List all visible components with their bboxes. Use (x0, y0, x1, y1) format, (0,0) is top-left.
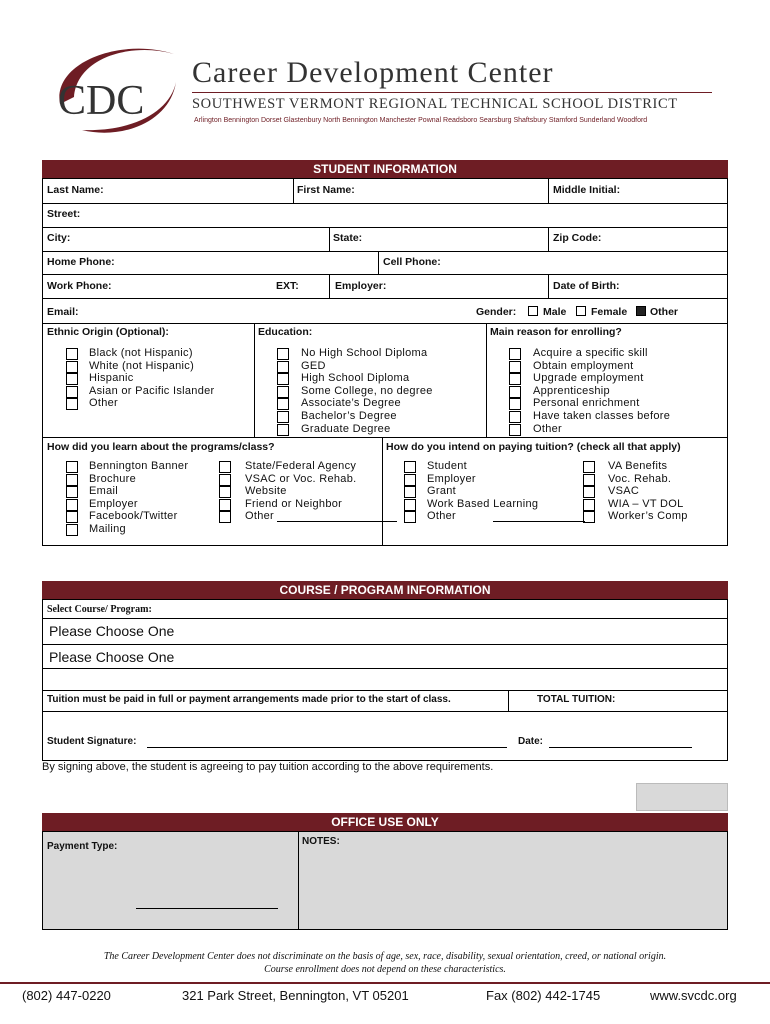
total-tuition-label: TOTAL TUITION: (537, 694, 616, 705)
office-section-header: OFFICE USE ONLY (42, 813, 728, 831)
course-section-header: COURSE / PROGRAM INFORMATION (42, 581, 728, 599)
ethnic-option-checkbox[interactable] (66, 361, 78, 373)
footer-address: 321 Park Street, Bennington, VT 05201 (182, 988, 409, 1003)
logo-text: CDC (58, 78, 145, 124)
pay-option-col2-checkbox[interactable] (583, 461, 595, 473)
pay-option-checkbox[interactable] (404, 511, 416, 523)
learn-option-checkbox[interactable] (66, 461, 78, 473)
other-write-in-line[interactable] (277, 521, 397, 522)
reason-option-checkbox[interactable] (509, 386, 521, 398)
learn-option-col2-label: Friend or Neighbor (245, 497, 343, 510)
tuition-note: Tuition must be paid in full or payment arrangements made prior to the start of class. (47, 694, 451, 705)
education-label: Education: (258, 326, 313, 338)
pay-tuition-label: How do you intend on paying tuition? (check all that apply) (386, 441, 681, 453)
ethnic-option-checkbox[interactable] (66, 373, 78, 385)
learn-option-col2-checkbox[interactable] (219, 511, 231, 523)
pay-option-label: Employer (427, 472, 476, 485)
course-select-2[interactable]: Please Choose One (49, 649, 175, 665)
reason-option-label: Acquire a specific skill (533, 347, 648, 359)
pay-option-col2-checkbox[interactable] (583, 474, 595, 486)
agreement-text: By signing above, the student is agreeing to pay tuition according to the above requirements. (42, 761, 494, 773)
learn-option-col2-checkbox[interactable] (219, 486, 231, 498)
pay-option-col2-label: Voc. Rehab. (608, 472, 672, 485)
reason-option-label: Personal enrichment (533, 397, 640, 410)
cell-phone-label: Cell Phone: (383, 256, 441, 268)
pay-option-col2-label: Worker’s Comp (608, 510, 688, 523)
course-select-1[interactable]: Please Choose One (49, 623, 175, 639)
reason-option-checkbox[interactable] (509, 361, 521, 373)
learn-option-checkbox[interactable] (66, 511, 78, 523)
pay-option-checkbox[interactable] (404, 461, 416, 473)
ethnic-option-checkbox[interactable] (66, 398, 78, 410)
learn-option-col2-label: Other (245, 510, 275, 523)
agency-line[interactable] (136, 908, 278, 909)
gender-male-checkbox[interactable] (528, 306, 538, 316)
learn-option-col2-label: State/Federal Agency (245, 460, 357, 472)
reason-option-label: Apprenticeship (533, 384, 610, 397)
dob-label: Date of Birth: (553, 280, 620, 292)
pay-option-col2-label: WIA – VT DOL (608, 497, 684, 510)
disclaimer-line-2: Course enrollment does not depend on these characteristics. (264, 964, 506, 975)
learn-option-col2-checkbox[interactable] (219, 461, 231, 473)
zip-label: Zip Code: (553, 232, 602, 244)
education-option-label: Bachelor’s Degree (301, 410, 397, 422)
education-option-checkbox[interactable] (277, 386, 289, 398)
payment-type-label: Payment Type: (47, 841, 118, 852)
reason-option-checkbox[interactable] (509, 424, 521, 436)
learn-option-label: Employer (89, 497, 138, 510)
education-option-checkbox[interactable] (277, 398, 289, 410)
ethnic-option-label: Asian or Pacific Islander (89, 384, 215, 397)
pay-option-label: Other (427, 510, 457, 523)
pay-option-label: Student (427, 460, 468, 472)
town-list: Arlington Bennington Dorset Glastenbury North Bennington Manchester Pownal Readsboro Searsburg Shaftsbury Stamford Sunderland Woodford (194, 117, 648, 124)
reason-option-checkbox[interactable] (509, 398, 521, 410)
email-label: Email: (47, 306, 79, 318)
learn-option-col2-checkbox[interactable] (219, 499, 231, 511)
notes-label: NOTES: (302, 836, 340, 847)
state-label: State: (333, 232, 363, 244)
pay-option-checkbox[interactable] (404, 486, 416, 498)
street-label: Street: (47, 208, 81, 220)
ethnic-option-checkbox[interactable] (66, 348, 78, 360)
home-phone-label: Home Phone: (47, 256, 115, 268)
pay-option-col2-checkbox[interactable] (583, 486, 595, 498)
education-option-checkbox[interactable] (277, 411, 289, 423)
reason-option-checkbox[interactable] (509, 411, 521, 423)
office-table (42, 831, 728, 930)
pay-option-col2-label: VA Benefits (608, 460, 668, 472)
ethnic-option-label: Other (89, 397, 119, 410)
learn-option-label: Bennington Banner (89, 460, 189, 472)
reason-option-label: Upgrade employment (533, 372, 644, 385)
education-option-label: Graduate Degree (301, 422, 391, 435)
student-signature-label: Student Signature: (47, 736, 137, 747)
employer-label: Employer: (335, 280, 387, 292)
last-name-label: Last Name: (47, 184, 104, 196)
learn-option-col2-label: Website (245, 485, 287, 498)
gender-label: Gender: (476, 306, 517, 318)
pay-option-checkbox[interactable] (404, 499, 416, 511)
ethnic-option-label: Hispanic (89, 372, 134, 385)
reason-option-label: Have taken classes before (533, 410, 671, 422)
ethnic-origin-label: Ethnic Origin (Optional): (47, 326, 169, 338)
pay-option-col2-label: VSAC (608, 485, 640, 498)
reason-option-checkbox[interactable] (509, 348, 521, 360)
signature-date-label: Date: (518, 736, 544, 747)
reason-option-checkbox[interactable] (509, 373, 521, 385)
org-title: Career Development Center (192, 56, 554, 89)
learn-option-label: Mailing (89, 523, 126, 535)
footer-phone: (802) 447-0220 (22, 988, 111, 1003)
cdc-logo (52, 42, 182, 137)
education-option-checkbox[interactable] (277, 348, 289, 360)
learn-option-col2-label: VSAC or Voc. Rehab. (245, 472, 357, 485)
education-option-checkbox[interactable] (277, 373, 289, 385)
select-course-label: Select Course/ Program: (47, 604, 152, 615)
footer-fax: Fax (802) 442-1745 (486, 988, 601, 1003)
gender-female-label: Female (591, 306, 628, 318)
pay-option-col2-checkbox[interactable] (583, 499, 595, 511)
ext-label: EXT: (276, 280, 299, 292)
gender-other-label: Other (650, 306, 679, 318)
title-divider (192, 92, 712, 93)
ethnic-option-label: White (not Hispanic) (89, 359, 195, 372)
other-write-in-line[interactable] (493, 521, 585, 522)
education-option-label: Some College, no degree (301, 384, 433, 397)
ethnic-option-checkbox[interactable] (66, 386, 78, 398)
gender-other-checkbox[interactable] (636, 306, 646, 316)
reason-option-label: Obtain employment (533, 359, 634, 372)
learn-option-checkbox[interactable] (66, 474, 78, 486)
learn-option-checkbox[interactable] (66, 499, 78, 511)
education-option-checkbox[interactable] (277, 361, 289, 373)
learn-option-col2-checkbox[interactable] (219, 474, 231, 486)
signature-line[interactable] (147, 747, 507, 748)
gender-male-label: Male (543, 306, 567, 318)
org-subtitle: SOUTHWEST VERMONT REGIONAL TECHNICAL SCHOOL DISTRICT (192, 96, 678, 112)
ethnic-option-label: Black (not Hispanic) (89, 347, 193, 359)
reason-option-label: Other (533, 422, 563, 435)
education-option-label: No High School Diploma (301, 347, 428, 359)
education-option-checkbox[interactable] (277, 424, 289, 436)
student-section-header: STUDENT INFORMATION (42, 160, 728, 178)
pay-option-label: Work Based Learning (427, 497, 539, 510)
reason-label: Main reason for enrolling? (490, 326, 622, 338)
learn-option-checkbox[interactable] (66, 524, 78, 536)
pay-option-label: Grant (427, 485, 457, 498)
learn-option-checkbox[interactable] (66, 486, 78, 498)
footer-website: www.svcdc.org (650, 988, 737, 1003)
education-option-label: High School Diploma (301, 372, 410, 385)
pay-option-checkbox[interactable] (404, 474, 416, 486)
disclaimer-line-1: The Career Development Center does not discriminate on the basis of age, sex, race, disability, sexual orientation, creed, or national origin. (103, 951, 667, 962)
first-name-label: First Name: (297, 184, 355, 196)
signature-date-line[interactable] (549, 747, 692, 748)
learn-option-label: Brochure (89, 472, 137, 485)
city-label: City: (47, 232, 71, 244)
work-phone-label: Work Phone: (47, 280, 112, 292)
gender-female-checkbox[interactable] (576, 306, 586, 316)
learn-option-label: Facebook/Twitter (89, 510, 178, 523)
education-option-label: GED (301, 359, 326, 372)
office-grey-box (636, 783, 728, 811)
education-option-label: Associate’s Degree (301, 397, 401, 410)
footer-divider (0, 982, 770, 984)
learn-option-label: Email (89, 485, 119, 498)
learn-about-label: How did you learn about the programs/class? (47, 441, 275, 453)
middle-initial-label: Middle Initial: (553, 184, 621, 196)
